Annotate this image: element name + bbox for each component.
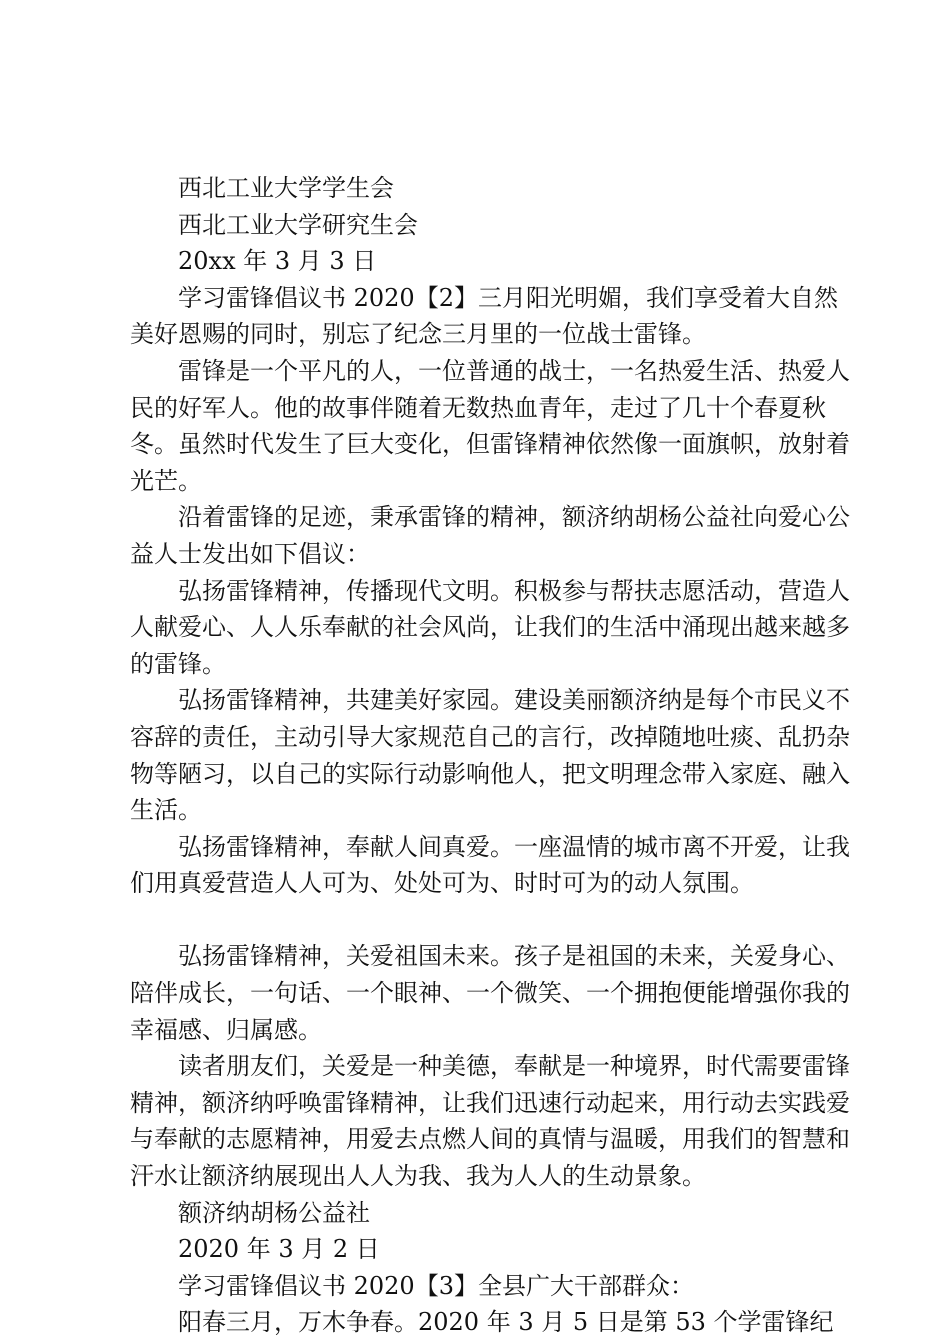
paragraph: 沿着雷锋的足迹，秉承雷锋的精神，额济纳胡杨公益社向爱心公益人士发出如下倡议： bbox=[130, 503, 850, 568]
paragraph-gap bbox=[130, 902, 850, 939]
next-letter-heading: 学习雷锋倡议书 2020【3】全县广大干部群众： bbox=[178, 1271, 694, 1300]
signature-date: 20xx 年 3 月 3 日 bbox=[178, 247, 377, 276]
paragraph: 弘扬雷锋精神，共建美好家园。建设美丽额济纳是每个市民义不容辞的责任，主动引导大家规范自己的言行，改掉随地吐痰、乱扔杂物等陋习，以自己的实际行动影响他人，把文明理念带入家庭、融入生活。 bbox=[130, 686, 850, 825]
signature-org-graduate-union: 西北工业大学研究生会 bbox=[178, 210, 418, 239]
signature-org-poplar-charity: 额济纳胡杨公益社 bbox=[178, 1198, 370, 1227]
paragraph: 雷锋是一个平凡的人，一位普通的战士，一名热爱生活、热爱人民的好军人。他的故事伴随着无数热血青年，走过了几十个春夏秋冬。虽然时代发生了巨大变化，但雷锋精神依然像一面旗帜，放射着光芒。 bbox=[130, 356, 850, 495]
paragraph: 读者朋友们，关爱是一种美德，奉献是一种境界，时代需要雷锋精神，额济纳呼唤雷锋精神，让我们迅速行动起来，用行动去实践爱与奉献的志愿精神，用爱去点燃人间的真情与温暖，用我们的智慧和汗水让额济纳展现出人人为我、我为人人的生动景象。 bbox=[130, 1052, 850, 1191]
paragraph: 弘扬雷锋精神，传播现代文明。积极参与帮扶志愿活动，营造人人献爱心、人人乐奉献的社会风尚，让我们的生活中涌现出越来越多的雷锋。 bbox=[130, 576, 850, 678]
signature-org-student-union: 西北工业大学学生会 bbox=[178, 174, 394, 202]
document-body bbox=[130, 170, 850, 1341]
next-letter-first-line: 阳春三月，万木争春。2020 年 3 月 5 日是第 53 个学雷锋纪 bbox=[178, 1308, 834, 1337]
paragraph: 弘扬雷锋精神，奉献人间真爱。一座温情的城市离不开爱，让我们用真爱营造人人可为、处处可为、时时可为的动人氛围。 bbox=[130, 832, 850, 898]
paragraph: 学习雷锋倡议书 2020【2】三月阳光明媚，我们享受着大自然美好恩赐的同时，别忘了纪念三月里的一位战士雷锋。 bbox=[130, 283, 838, 349]
paragraph: 弘扬雷锋精神，关爱祖国未来。孩子是祖国的未来，关爱身心、陪伴成长，一句话、一个眼神、一个微笑、一个拥抱便能增强你我的幸福感、归属感。 bbox=[130, 942, 850, 1044]
signature-date-2: 2020 年 3 月 2 日 bbox=[178, 1235, 380, 1264]
